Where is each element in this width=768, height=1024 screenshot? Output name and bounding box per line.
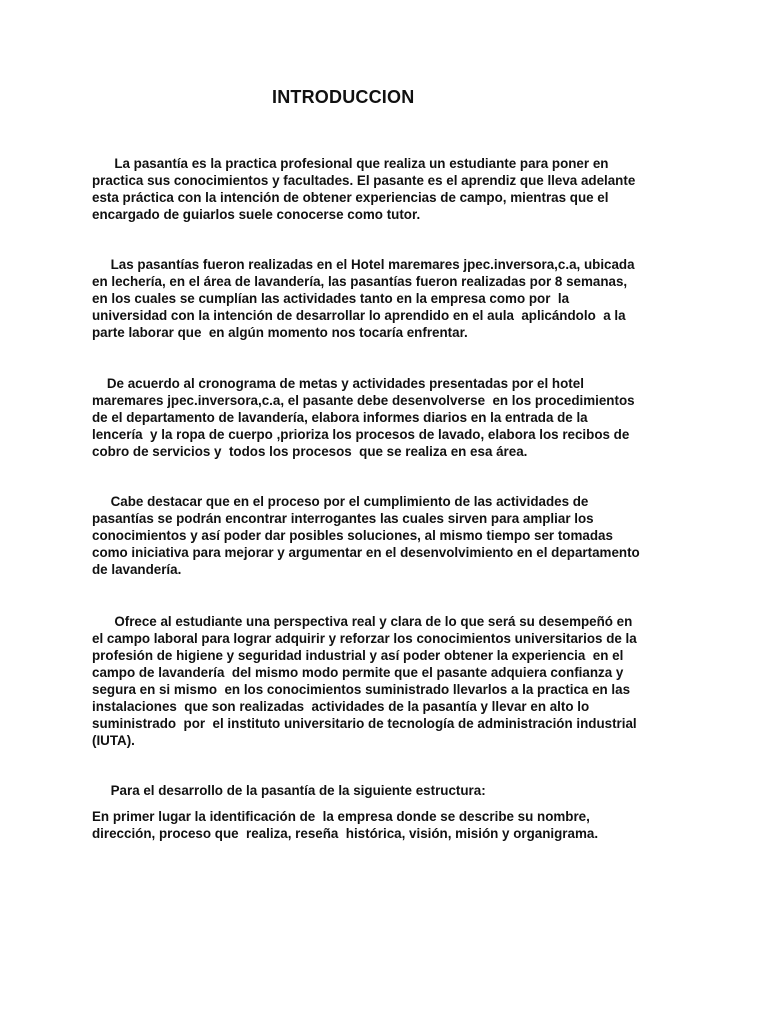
paragraph-4 — [92, 493, 692, 578]
paragraph-line: maremares jpec.inversora,c.a, el pasante debe desenvolverse en los procedimientos — [92, 393, 635, 408]
paragraph-line: esta práctica con la intención de obtener experiencias de campo, mientras que el — [92, 190, 609, 205]
paragraph-line: instalaciones que son realizadas actividades de la pasantía y llevar en alto lo — [92, 699, 590, 714]
paragraph-line: de el departamento de lavandería, elabora informes diarios en la entrada de la — [92, 410, 588, 425]
paragraph-line: La pasantía es la practica profesional que realiza un estudiante para poner en — [92, 156, 609, 171]
paragraph-line: en los cuales se cumplían las actividades tanto en la empresa como por la — [92, 291, 570, 306]
paragraph-line: el campo laboral para lograr adquirir y reforzar los conocimientos universitarios de la — [92, 631, 637, 646]
paragraph-line: segura en si mismo en los conocimientos suministrado llevarlos a la practica en las — [92, 682, 631, 697]
paragraph-line: cobro de servicios y todos los procesos que se realiza en esa área. — [92, 444, 528, 459]
page-title: INTRODUCCION — [272, 87, 415, 107]
paragraph-5 — [92, 613, 692, 749]
paragraph-line: universidad con la intención de desarrollar lo aprendido en el aula aplicándolo a la — [92, 308, 626, 323]
paragraph-line: dirección, proceso que realiza, reseña histórica, visión, misión y organigrama. — [92, 826, 599, 841]
paragraph-1 — [92, 155, 692, 223]
paragraph-line: conocimientos y así poder dar posibles soluciones, al mismo tiempo ser tomadas — [92, 528, 613, 543]
paragraph-line: En primer lugar la identificación de la empresa donde se describe su nombre, — [92, 809, 590, 824]
paragraph-3 — [92, 375, 692, 460]
paragraph-line: campo de lavandería del mismo modo permite que el pasante adquiera confianza y — [92, 665, 624, 680]
paragraph-line: como iniciativa para mejorar y argumentar en el desenvolvimiento en el departamento — [92, 545, 640, 560]
paragraph-line: suministrado por el instituto universitario de tecnología de administración industrial — [92, 716, 637, 731]
paragraph-line: Cabe destacar que en el proceso por el cumplimiento de las actividades de — [92, 494, 589, 509]
paragraph-2 — [92, 256, 692, 341]
paragraph-line: lencería y la ropa de cuerpo ,prioriza los procesos de lavado, elabora los recibos de — [92, 427, 630, 442]
paragraph-line: Las pasantías fueron realizadas en el Hotel maremares jpec.inversora,c.a, ubicada — [92, 257, 635, 272]
paragraph-line: parte laborar que en algún momento nos tocaría enfrentar. — [92, 325, 468, 340]
paragraph-line: profesión de higiene y seguridad industrial y así poder obtener la experiencia en el — [92, 648, 624, 663]
paragraph-line: en lechería, en el área de lavandería, las pasantías fueron realizadas por 8 semanas, — [92, 274, 628, 289]
paragraph-line: Ofrece al estudiante una perspectiva real y clara de lo que será su desempeñó en — [92, 614, 633, 629]
paragraph-line: Para el desarrollo de la pasantía de la siguiente estructura: — [92, 783, 486, 798]
paragraph-line: (IUTA). — [92, 733, 135, 748]
paragraph-line: practica sus conocimientos y facultades. El pasante es el aprendiz que lleva adelante — [92, 173, 636, 188]
paragraph-line: pasantías se podrán encontrar interrogantes las cuales sirven para ampliar los — [92, 511, 594, 526]
paragraph-line: De acuerdo al cronograma de metas y actividades presentadas por el hotel — [92, 376, 584, 391]
paragraph-6 — [92, 782, 692, 799]
paragraph-line: de lavandería. — [92, 562, 182, 577]
paragraph-line: encargado de guiarlos suele conocerse como tutor. — [92, 207, 421, 222]
paragraph-7 — [92, 808, 692, 842]
